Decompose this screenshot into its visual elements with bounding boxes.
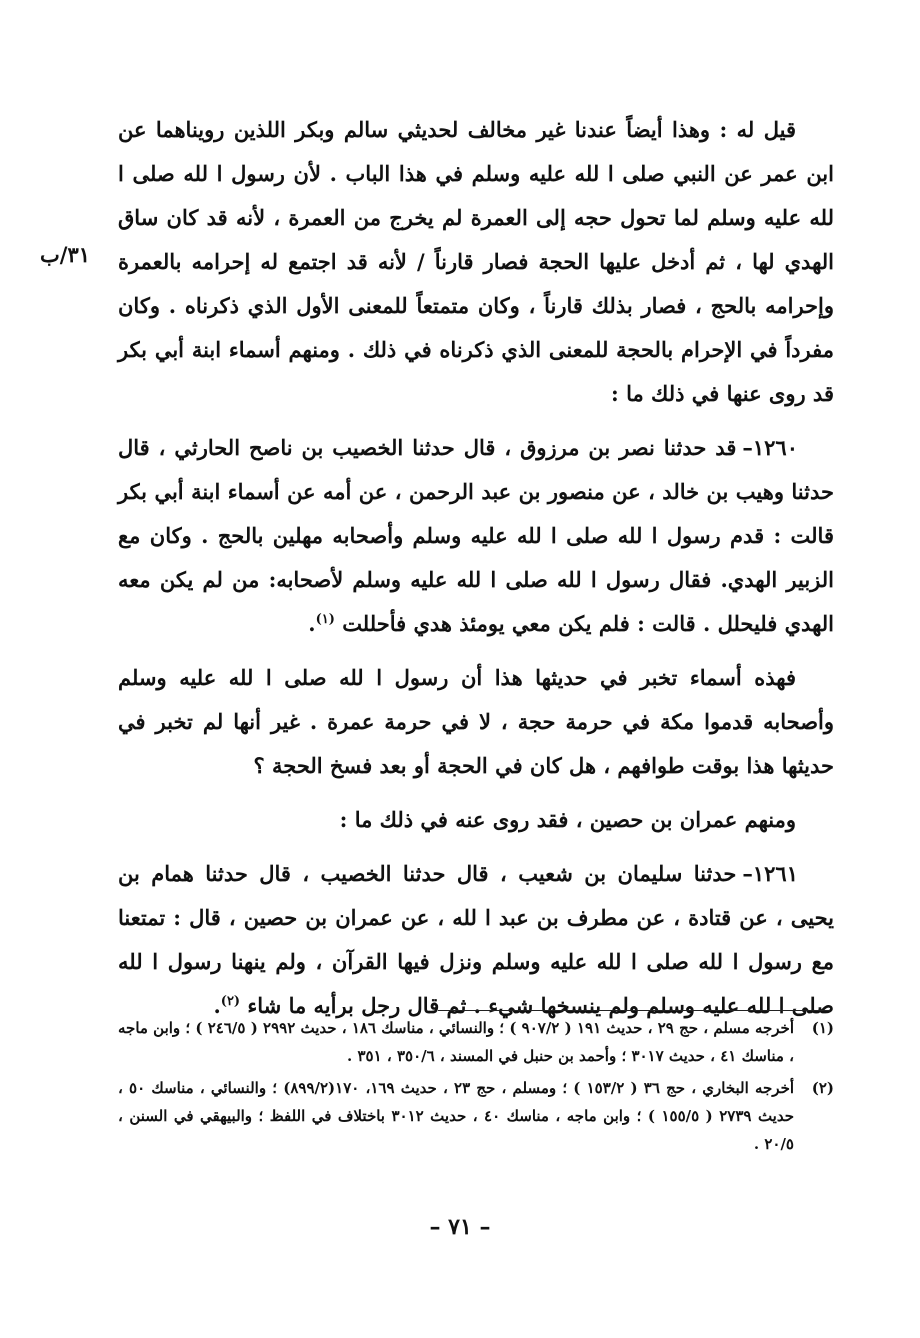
paragraph-4: [118, 798, 834, 842]
paragraph-3: [118, 656, 834, 788]
hadith-1261: [118, 852, 834, 1028]
hadith-text: قد حدثنا نصر بن مرزوق ، قال حدثنا الخصيب بن ناصح الحارثي ، قال حدثنا وهيب بن خالد ، عن منصور بن عبد الرحمن ، عن أمه عن أسماء ابنة أبي بكر قالت : قدم رسول ا لله صلى ا لله عليه وسلم وأصحابه مهلين بالحج . وكان مع الزبير الهدي. فقال رسول ا لله صلى ا لله عليه وسلم لأصحابه: من لم يكن معه الهدي فليحلل . قالت : فلم يكن معي يومئذ هدي فأحللت: [118, 435, 834, 636]
footnote-text: أخرجه مسلم ، حج ٢٩ ، حديث ١٩١ ( ٩٠٧/٢ ) ؛ والنسائي ، مناسك ١٨٦ ، حديث ٢٩٩٢ ( ٢٤٦/٥ ) ؛ وابن ماجه ، مناسك ٤١ ، حديث ٣٠١٧ ؛ وأحمد بن حنبل في المسند ، ٣٥٠/٦ ، ٣٥١ .: [118, 1019, 794, 1065]
footnotes: [118, 1014, 834, 1162]
footnote-reference[interactable]: (١): [315, 612, 335, 627]
footnote-2: [118, 1074, 834, 1158]
paragraph-text: ومنهم عمران بن حصين ، فقد روى عنه في ذلك ما :: [339, 807, 796, 832]
footnote-text: أخرجه البخاري ، حج ٣٦ ( ١٥٣/٢ ) ؛ ومسلم ، حج ٢٣ ، حديث ١٦٩، ١٧٠(٨٩٩/٢) ؛ والنسائي ، مناسك ٥٠ ، حديث ٢٧٣٩ ( ١٥٥/٥ ) ؛ وابن ماجه ، مناسك ٤٠ ، حديث ٣٠١٢ باختلاف في اللفظ ؛ والبيهقي في السنن ، ٢٠/٥ .: [118, 1079, 795, 1153]
hadith-text: حدثنا سليمان بن شعيب ، قال حدثنا الخصيب ، قال حدثنا همام بن يحيى ، عن قتادة ، عن مطرف بن عبد ا لله ، عن عمران بن حصين ، قال : تمتعنا مع رسول ا لله صلى ا لله عليه وسلم ونزل فيها القرآن ، ولم ينهنا رسول ا لله صلى ا لله عليه وسلم ولم ينسخها شيء . ثم قال رجل برأيه ما شاء: [118, 861, 834, 1018]
hadith-number: ١٢٦٠–: [742, 435, 798, 460]
margin-reference: ٣١/ب: [40, 242, 91, 267]
footnote-reference[interactable]: (٢): [220, 994, 241, 1009]
hadith-1260: [118, 426, 834, 646]
footnote-number: (١): [811, 1019, 834, 1037]
paragraph-1: [118, 108, 834, 416]
main-text: [118, 108, 834, 1028]
footnote-separator: [438, 1010, 830, 1011]
page-number: – ٧١ –: [429, 1214, 491, 1240]
hadith-number: ١٢٦١–: [742, 861, 798, 886]
sentence-end: .: [308, 611, 316, 636]
footnote-1: [118, 1014, 834, 1070]
footnote-number: (٢): [811, 1079, 834, 1097]
paragraph-text: قيل له : وهذا أيضاً عندنا غير مخالف لحديثي سالم وبكر اللذين رويناهما عن ابن عمر عن النبي صلى ا لله عليه وسلم في هذا الباب . لأن رسول ا لله صلى ا لله عليه وسلم لما تحول حجه إلى العمرة لم يخرج من العمرة ، لأنه قد كان ساق الهدي لها ، ثم أدخل عليها الحجة فصار قارناً / لأنه قد اجتمع له إحرامه بالعمرة وإحرامه بالحج ، فصار بذلك قارناً ، وكان متمتعاً للمعنى الأول الذي ذكرناه . وكان مفرداً في الإحرام بالحجة للمعنى الذي ذكرناه في ذلك . ومنهم أسماء ابنة أبي بكر قد روى عنها في ذلك ما :: [118, 117, 834, 406]
paragraph-text: فهذه أسماء تخبر في حديثها هذا أن رسول ا لله صلى ا لله عليه وسلم وأصحابه قدموا مكة في حرمة حجة ، لا في حرمة عمرة . غير أنها لم تخبر في حديثها هذا بوقت طوافهم ، هل كان في الحجة أو بعد فسخ الحجة ؟: [118, 665, 834, 778]
sentence-end: .: [213, 993, 221, 1018]
